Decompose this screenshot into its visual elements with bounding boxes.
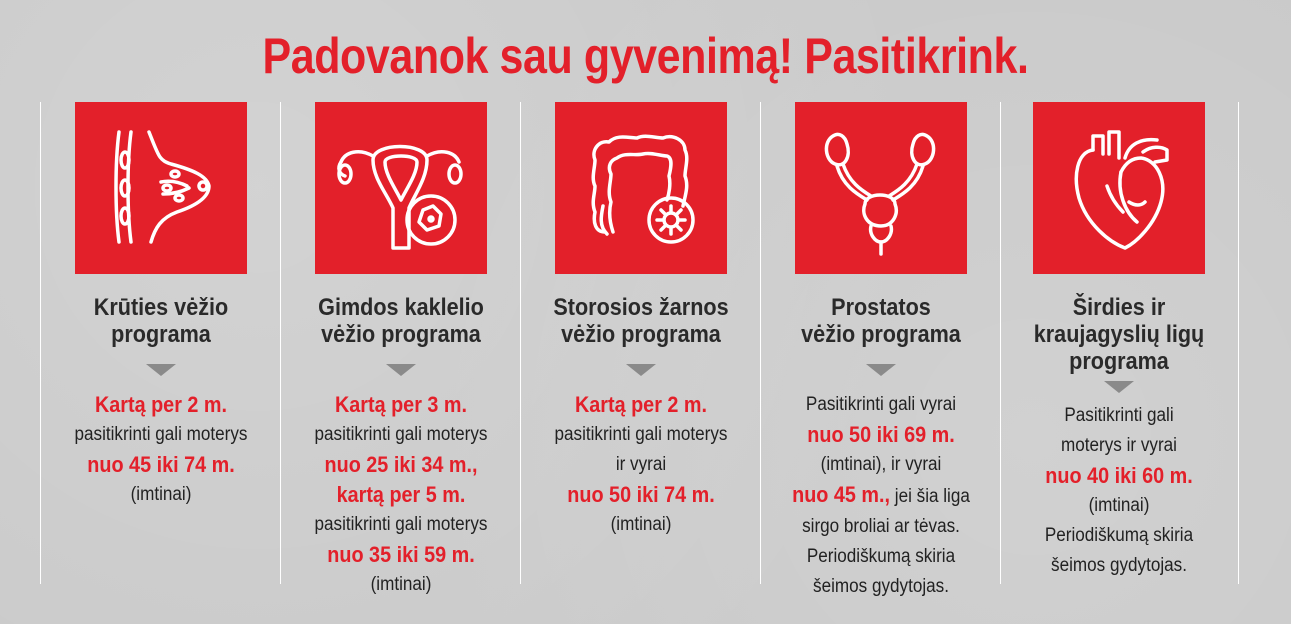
age-range-text: nuo 50 iki 69 m. xyxy=(807,422,955,447)
condition-text: sirgo broliai ar tėvas. xyxy=(802,516,960,537)
program-heading: Krūties vėžio programa xyxy=(93,294,229,348)
condition-line xyxy=(773,480,989,512)
program-heading: Storosios žarnos vėžio programa xyxy=(553,294,729,348)
program-column-prostate xyxy=(761,102,1001,602)
program-heading: Širdies ir kraujagyslių ligų programa xyxy=(1033,294,1205,375)
eligibility-text: pasitikrinti gali moterys xyxy=(554,424,728,445)
note-text: (imtinai) xyxy=(610,514,672,535)
frequency-text: kartą per 5 m. xyxy=(336,482,466,507)
program-heading: Prostatos vėžio programa xyxy=(801,294,961,348)
program-details xyxy=(1011,401,1227,581)
eligibility-text: pasitikrinti gali moterys xyxy=(314,424,488,445)
arrow-down-icon xyxy=(146,364,176,376)
note-text: Periodiškumą skiria xyxy=(1044,525,1194,546)
program-column-breast xyxy=(41,102,281,510)
eligibility-text: pasitikrinti gali moterys xyxy=(314,514,488,535)
arrow-down-icon xyxy=(1104,381,1134,393)
program-column-colorectal xyxy=(521,102,761,540)
arrow-down-icon xyxy=(386,364,416,376)
frequency-text: Kartą per 3 m. xyxy=(334,392,468,417)
age-range-text: nuo 45 iki 74 m. xyxy=(87,452,235,477)
heart-icon xyxy=(1033,102,1205,274)
eligibility-text: Pasitikrinti gali vyrai xyxy=(805,394,957,415)
note-text: (imtinai) xyxy=(370,574,432,595)
eligibility-text: moterys ir vyrai xyxy=(1061,435,1177,456)
age-range-text: nuo 45 m., xyxy=(792,482,891,507)
program-column-cardio xyxy=(999,102,1239,581)
eligibility-text: Pasitikrinti gali xyxy=(1064,405,1174,426)
program-details xyxy=(773,390,989,602)
program-heading: Gimdos kaklelio vėžio programa xyxy=(318,294,484,348)
condition-text: jei šia liga xyxy=(890,486,970,507)
age-range-text: nuo 25 iki 34 m., xyxy=(324,452,478,477)
frequency-text: Kartą per 2 m. xyxy=(574,392,708,417)
breast-icon xyxy=(75,102,247,274)
eligibility-text: pasitikrinti gali moterys xyxy=(74,424,248,445)
arrow-down-icon xyxy=(626,364,656,376)
eligibility-text: (imtinai), ir vyrai xyxy=(820,454,942,475)
arrow-down-icon xyxy=(866,364,896,376)
age-range-text: nuo 50 iki 74 m. xyxy=(567,482,715,507)
age-range-text: nuo 40 iki 60 m. xyxy=(1045,463,1193,488)
eligibility-text: ir vyrai xyxy=(615,454,667,475)
frequency-text: Kartą per 2 m. xyxy=(94,392,228,417)
colon-icon xyxy=(555,102,727,274)
program-details xyxy=(53,390,269,510)
program-details xyxy=(533,390,749,540)
age-range-text: nuo 35 iki 59 m. xyxy=(327,542,475,567)
note-text: (imtinai) xyxy=(130,484,192,505)
note-text: šeimos gydytojas. xyxy=(1051,555,1187,576)
note-text: (imtinai) xyxy=(1088,495,1150,516)
program-details xyxy=(293,390,509,600)
note-text: šeimos gydytojas. xyxy=(813,576,949,597)
uterus-icon xyxy=(315,102,487,274)
note-text: Periodiškumą skiria xyxy=(806,546,956,567)
program-column-cervical xyxy=(281,102,521,600)
prostate-icon xyxy=(795,102,967,274)
page-title: Padovanok sau gyvenimą! Pasitikrink. xyxy=(262,28,1029,84)
